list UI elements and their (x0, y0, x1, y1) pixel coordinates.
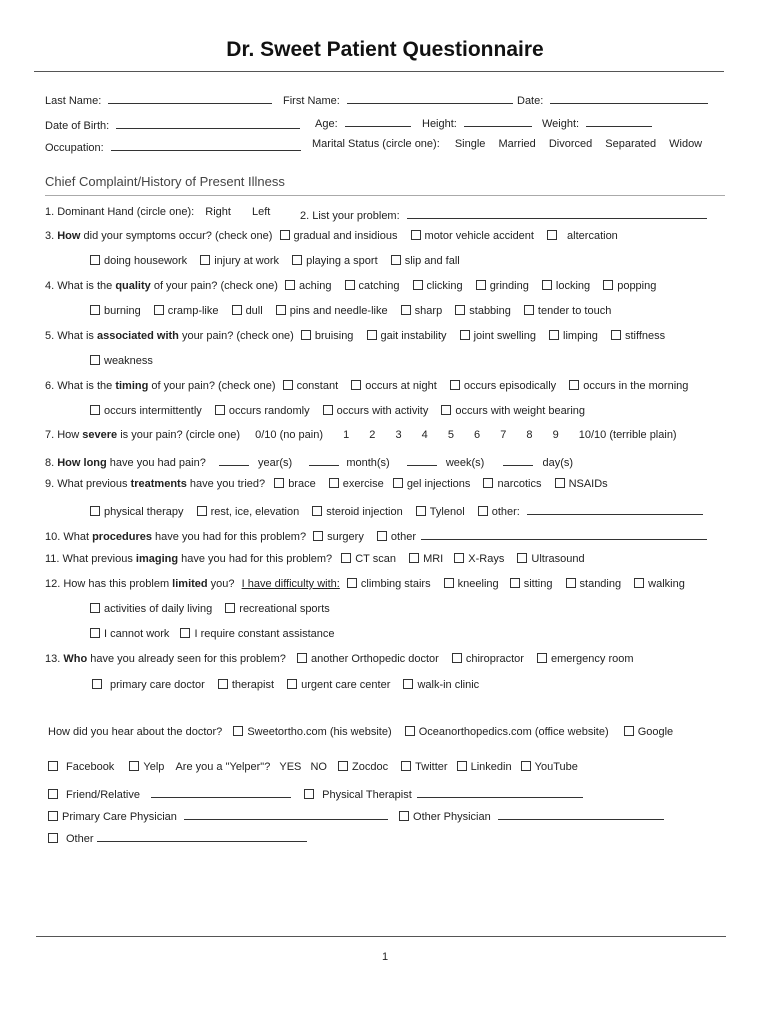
checkbox-icon[interactable] (351, 380, 361, 390)
q7-scale-6[interactable]: 6 (474, 429, 481, 441)
checkbox-icon[interactable] (225, 603, 235, 613)
checkbox-icon[interactable] (455, 305, 465, 315)
referral-opt-youtube[interactable]: YouTube (521, 761, 578, 773)
q7-scale-10[interactable]: 10/10 (terrible plain) (578, 429, 677, 441)
checkbox-icon[interactable] (345, 280, 355, 290)
q2-row (300, 207, 707, 222)
section-heading: Chief Complaint/History of Present Illness (45, 174, 285, 189)
referral-other-physician-field[interactable] (498, 808, 664, 820)
checkbox-icon[interactable] (341, 553, 351, 563)
height-field[interactable] (464, 115, 532, 127)
checkbox-icon[interactable] (90, 355, 100, 365)
q3-row2 (90, 255, 460, 267)
q13-row2 (92, 679, 479, 691)
referral-question: How did you hear about the doctor? (48, 726, 223, 738)
q7-row (45, 429, 677, 441)
q9-other-field[interactable] (527, 503, 703, 515)
q9-opt-gel[interactable]: gel injections (393, 478, 471, 490)
checkbox-icon[interactable] (624, 726, 634, 736)
q12-opt-standing[interactable]: standing (566, 578, 622, 590)
referral-opt-sweetortho[interactable]: Sweetortho.com (his website) (233, 726, 391, 738)
checkbox-icon[interactable] (297, 653, 307, 663)
referral-opt-google[interactable]: Google (624, 726, 673, 738)
q9-row1 (45, 478, 608, 490)
q4-opt-aching[interactable]: aching (285, 280, 331, 292)
checkbox-icon[interactable] (603, 280, 613, 290)
q6-row1 (45, 380, 688, 392)
checkbox-icon[interactable] (232, 305, 242, 315)
q10-other-field[interactable] (421, 528, 707, 540)
q11-opt-ct[interactable]: CT scan (341, 553, 396, 565)
q12-opt-sports[interactable]: recreational sports (225, 603, 330, 615)
q6-label: 6. What is the timing of your pain? (check one) (45, 380, 276, 392)
marital-divorced[interactable]: Divorced (548, 138, 593, 150)
q10-opt-surgery[interactable]: surgery (313, 531, 364, 543)
checkbox-icon[interactable] (377, 531, 387, 541)
q4-opt-popping[interactable]: popping (603, 280, 656, 292)
q4-opt-pins[interactable]: pins and needle-like (276, 305, 388, 317)
q5-opt-bruising[interactable]: bruising (301, 330, 354, 342)
q4-opt-locking[interactable]: locking (542, 280, 590, 292)
q1-right[interactable]: Right (205, 206, 231, 218)
referral-other-field[interactable] (97, 830, 307, 842)
q9-opt-other[interactable]: other: (478, 506, 520, 518)
q3-opt-housework[interactable]: doing housework (90, 255, 187, 267)
checkbox-icon[interactable] (401, 305, 411, 315)
checkbox-icon[interactable] (367, 330, 377, 340)
q4-opt-dull[interactable]: dull (232, 305, 263, 317)
q9-label: 9. What previous treatments have you tried? (45, 478, 266, 490)
checkbox-icon[interactable] (411, 230, 421, 240)
q8-months-label: month(s) (346, 457, 390, 469)
last-name-label: Last Name: (45, 95, 102, 107)
q4-opt-catching[interactable]: catching (345, 280, 400, 292)
q12-opt-stairs[interactable]: climbing stairs (347, 578, 431, 590)
checkbox-icon[interactable] (401, 761, 411, 771)
q9-opt-pt[interactable]: physical therapy (90, 506, 184, 518)
q12-opt-nowork[interactable]: I cannot work (90, 628, 169, 640)
q11-opt-xray[interactable]: X-Rays (454, 553, 504, 565)
checkbox-icon[interactable] (283, 380, 293, 390)
q4-row2 (90, 305, 611, 317)
q4-opt-sharp[interactable]: sharp (401, 305, 443, 317)
marital-widow[interactable]: Widow (669, 138, 703, 150)
checkbox-icon[interactable] (399, 811, 409, 821)
checkbox-icon[interactable] (452, 653, 462, 663)
checkbox-icon[interactable] (393, 478, 403, 488)
height-label: Height: (422, 118, 457, 130)
q4-opt-tender[interactable]: tender to touch (524, 305, 611, 317)
weight-label: Weight: (542, 118, 580, 130)
q3-opt-gradual[interactable]: gradual and insidious (280, 230, 398, 242)
q10-row (45, 528, 707, 543)
footer-rule (36, 936, 726, 937)
marital-separated[interactable]: Separated (605, 138, 657, 150)
q8-weeks-label: week(s) (445, 457, 485, 469)
checkbox-icon[interactable] (180, 628, 190, 638)
q5-opt-swelling[interactable]: joint swelling (460, 330, 536, 342)
checkbox-icon[interactable] (403, 679, 413, 689)
q1-row (45, 206, 270, 218)
checkbox-icon[interactable] (218, 679, 228, 689)
checkbox-icon[interactable] (450, 380, 460, 390)
checkbox-icon[interactable] (304, 789, 314, 799)
referral-yelper-no[interactable]: NO (310, 761, 327, 773)
q2-field[interactable] (407, 207, 707, 219)
checkbox-icon[interactable] (200, 255, 210, 265)
q8-days-label: day(s) (542, 457, 574, 469)
checkbox-icon[interactable] (347, 578, 357, 588)
q8-years-field[interactable] (219, 454, 249, 466)
checkbox-icon[interactable] (215, 405, 225, 415)
q13-opt-walkin[interactable]: walk-in clinic (403, 679, 479, 691)
q4-opt-grinding[interactable]: grinding (476, 280, 529, 292)
checkbox-icon[interactable] (483, 478, 493, 488)
q9-opt-nsaids[interactable]: NSAIDs (555, 478, 608, 490)
referral-opt-oceanortho[interactable]: Oceanorthopedics.com (office website) (405, 726, 609, 738)
q12-opt-walking[interactable]: walking (634, 578, 685, 590)
checkbox-icon[interactable] (301, 330, 311, 340)
q9-opt-rice[interactable]: rest, ice, elevation (197, 506, 300, 518)
marital-label: Marital Status (circle one): (312, 138, 440, 150)
checkbox-icon[interactable] (517, 553, 527, 563)
checkbox-icon[interactable] (457, 761, 467, 771)
q11-label: 11. What previous imaging have you had for this problem? (45, 553, 333, 565)
referral-pcp-field[interactable] (184, 808, 388, 820)
q6-opt-weight[interactable]: occurs with weight bearing (441, 405, 585, 417)
q10-opt-other[interactable]: other (377, 531, 416, 543)
q3-label: 3. How did your symptoms occur? (check one) (45, 230, 273, 242)
q13-label: 13. Who have you already seen for this problem? (45, 653, 286, 665)
q12-opt-sitting[interactable]: sitting (510, 578, 553, 590)
checkbox-icon[interactable] (280, 230, 290, 240)
checkbox-icon[interactable] (444, 578, 454, 588)
q8-weeks-field[interactable] (407, 454, 437, 466)
q4-opt-burning[interactable]: burning (90, 305, 141, 317)
q3-row1 (45, 230, 618, 242)
checkbox-icon[interactable] (90, 405, 100, 415)
date-field[interactable] (550, 92, 708, 104)
checkbox-icon[interactable] (48, 761, 58, 771)
marital-row (312, 138, 702, 150)
q12-row1 (45, 578, 685, 590)
checkbox-icon[interactable] (542, 280, 552, 290)
q6-opt-night[interactable]: occurs at night (351, 380, 437, 392)
q8-years-label: year(s) (257, 457, 293, 469)
q4-opt-cramp[interactable]: cramp-like (154, 305, 219, 317)
checkbox-icon[interactable] (460, 330, 470, 340)
q9-opt-exercise[interactable]: exercise (329, 478, 384, 490)
first-name-row (283, 92, 513, 107)
q8-days-field[interactable] (503, 454, 533, 466)
checkbox-icon[interactable] (154, 305, 164, 315)
referral-opt-pcp[interactable]: Primary Care Physician (48, 811, 177, 823)
referral-opt-other[interactable]: Other (48, 833, 94, 845)
last-name-field[interactable] (108, 92, 272, 104)
checkbox-icon[interactable] (569, 380, 579, 390)
referral-row4 (48, 808, 664, 823)
q9-opt-tylenol[interactable]: Tylenol (416, 506, 465, 518)
checkbox-icon[interactable] (510, 578, 520, 588)
q5-opt-gait[interactable]: gait instability (367, 330, 447, 342)
checkbox-icon[interactable] (521, 761, 531, 771)
checkbox-icon[interactable] (555, 478, 565, 488)
checkbox-icon[interactable] (405, 726, 415, 736)
checkbox-icon[interactable] (48, 833, 58, 843)
q6-opt-random[interactable]: occurs randomly (215, 405, 310, 417)
q3-opt-sport[interactable]: playing a sport (292, 255, 378, 267)
date-row (517, 92, 708, 107)
q4-row1 (45, 280, 656, 292)
checkbox-icon[interactable] (90, 255, 100, 265)
q6-opt-constant[interactable]: constant (283, 380, 339, 392)
referral-opt-twitter[interactable]: Twitter (401, 761, 447, 773)
q4-opt-clicking[interactable]: clicking (413, 280, 463, 292)
referral-opt-pt[interactable]: Physical Therapist (304, 789, 412, 801)
checkbox-icon[interactable] (197, 506, 207, 516)
q9-opt-brace[interactable]: brace (274, 478, 316, 490)
referral-friend-field[interactable] (151, 786, 291, 798)
occupation-label: Occupation: (45, 142, 104, 154)
referral-opt-other-physician[interactable]: Other Physician (399, 811, 491, 823)
checkbox-icon[interactable] (90, 603, 100, 613)
checkbox-icon[interactable] (338, 761, 348, 771)
referral-opt-facebook[interactable]: Facebook (48, 761, 114, 773)
checkbox-icon[interactable] (129, 761, 139, 771)
q7-scale-4[interactable]: 4 (421, 429, 428, 441)
q4-label: 4. What is the quality of your pain? (check one) (45, 280, 278, 292)
q2-label: 2. List your problem: (300, 210, 400, 222)
q5-label: 5. What is associated with your pain? (check one) (45, 330, 294, 342)
checkbox-icon[interactable] (92, 679, 102, 689)
q6-opt-activity[interactable]: occurs with activity (323, 405, 429, 417)
page-number: 1 (381, 951, 389, 963)
checkbox-icon[interactable] (287, 679, 297, 689)
checkbox-icon[interactable] (547, 230, 557, 240)
referral-opt-yelp[interactable]: Yelp (129, 761, 164, 773)
q7-scale-9[interactable]: 9 (552, 429, 559, 441)
q7-scale-7[interactable]: 7 (500, 429, 507, 441)
referral-pt-field[interactable] (417, 786, 583, 798)
checkbox-icon[interactable] (478, 506, 488, 516)
q7-scale-1[interactable]: 1 (343, 429, 350, 441)
referral-opt-friend[interactable]: Friend/Relative (48, 789, 140, 801)
weight-field[interactable] (586, 115, 652, 127)
q5-row1 (45, 330, 665, 342)
q7-label: 7. How severe is your pain? (circle one) (45, 429, 241, 441)
q7-scale-3[interactable]: 3 (395, 429, 402, 441)
q11-row (45, 553, 585, 565)
q7-scale-8[interactable]: 8 (526, 429, 533, 441)
checkbox-icon[interactable] (313, 531, 323, 541)
q1-label: 1. Dominant Hand (circle one): (45, 206, 195, 218)
q13-opt-ortho[interactable]: another Orthopedic doctor (297, 653, 439, 665)
dob-label: Date of Birth: (45, 120, 110, 132)
checkbox-icon[interactable] (90, 628, 100, 638)
occupation-row (45, 139, 301, 154)
referral-yelper-yes[interactable]: YES (279, 761, 302, 773)
q10-label: 10. What procedures have you had for this problem? (45, 531, 307, 543)
checkbox-icon[interactable] (454, 553, 464, 563)
q9-opt-steroid[interactable]: steroid injection (312, 506, 402, 518)
q8-months-field[interactable] (309, 454, 339, 466)
q13-opt-pcp[interactable]: primary care doctor (92, 679, 205, 691)
checkbox-icon[interactable] (329, 478, 339, 488)
checkbox-icon[interactable] (48, 811, 58, 821)
first-name-label: First Name: (283, 95, 340, 107)
q12-difficulty-label: I have difficulty with: (241, 578, 340, 590)
q8-row (45, 454, 573, 469)
q3-opt-slip[interactable]: slip and fall (391, 255, 460, 267)
q13-opt-er[interactable]: emergency room (537, 653, 634, 665)
q12-label: 12. How has this problem limited you? (45, 578, 235, 590)
section-rule (45, 195, 725, 196)
q5-opt-weakness[interactable]: weakness (90, 355, 153, 367)
checkbox-icon[interactable] (476, 280, 486, 290)
q3-opt-work[interactable]: injury at work (200, 255, 279, 267)
q7-scale-5[interactable]: 5 (447, 429, 454, 441)
q13-row1 (45, 653, 634, 665)
q9-row2 (90, 503, 703, 518)
title-rule (34, 71, 724, 72)
checkbox-icon[interactable] (323, 405, 333, 415)
q7-scale-2[interactable]: 2 (369, 429, 376, 441)
checkbox-icon[interactable] (566, 578, 576, 588)
checkbox-icon[interactable] (274, 478, 284, 488)
marital-married[interactable]: Married (498, 138, 536, 150)
checkbox-icon[interactable] (416, 506, 426, 516)
q12-row2 (90, 603, 330, 615)
q12-opt-kneeling[interactable]: kneeling (444, 578, 499, 590)
q5-row2 (90, 355, 153, 367)
dob-field[interactable] (116, 117, 300, 129)
q3-opt-altercation[interactable]: altercation (547, 230, 618, 242)
q6-opt-episodic[interactable]: occurs episodically (450, 380, 556, 392)
q5-opt-limping[interactable]: limping (549, 330, 598, 342)
checkbox-icon[interactable] (441, 405, 451, 415)
referral-row5 (48, 830, 307, 845)
checkbox-icon[interactable] (524, 305, 534, 315)
age-row (315, 115, 411, 130)
q13-opt-urgent[interactable]: urgent care center (287, 679, 390, 691)
checkbox-icon[interactable] (409, 553, 419, 563)
referral-opt-linkedin[interactable]: Linkedin (457, 761, 512, 773)
checkbox-icon[interactable] (285, 280, 295, 290)
checkbox-icon[interactable] (233, 726, 243, 736)
checkbox-icon[interactable] (537, 653, 547, 663)
page-title: Dr. Sweet Patient Questionnaire (226, 38, 544, 61)
q12-opt-adl[interactable]: activities of daily living (90, 603, 212, 615)
q4-opt-stabbing[interactable]: stabbing (455, 305, 511, 317)
q8-label: 8. How long have you had pain? (45, 457, 206, 469)
checkbox-icon[interactable] (48, 789, 58, 799)
checkbox-icon[interactable] (549, 330, 559, 340)
q13-opt-chiro[interactable]: chiropractor (452, 653, 524, 665)
checkbox-icon[interactable] (90, 305, 100, 315)
q6-opt-intermittent[interactable]: occurs intermittently (90, 405, 202, 417)
checkbox-icon[interactable] (391, 255, 401, 265)
checkbox-icon[interactable] (90, 506, 100, 516)
referral-yelper-question: Are you a "Yelper"? (175, 761, 271, 773)
referral-row3 (48, 786, 583, 801)
occupation-field[interactable] (111, 139, 301, 151)
q3-opt-mva[interactable]: motor vehicle accident (411, 230, 534, 242)
q6-opt-morning[interactable]: occurs in the morning (569, 380, 688, 392)
q11-opt-ultrasound[interactable]: Ultrasound (517, 553, 584, 565)
q13-opt-therapist[interactable]: therapist (218, 679, 274, 691)
age-field[interactable] (345, 115, 411, 127)
checkbox-icon[interactable] (611, 330, 621, 340)
referral-row2 (48, 761, 578, 773)
dob-row (45, 117, 300, 132)
q12-row3 (90, 628, 335, 640)
q12-opt-assistance[interactable]: I require constant assistance (180, 628, 334, 640)
last-name-row (45, 92, 272, 107)
checkbox-icon[interactable] (413, 280, 423, 290)
weight-row (542, 115, 652, 130)
date-label: Date: (517, 95, 544, 107)
q9-opt-narcotics[interactable]: narcotics (483, 478, 541, 490)
q6-row2 (90, 405, 585, 417)
age-label: Age: (315, 118, 338, 130)
q5-opt-stiffness[interactable]: stiffness (611, 330, 665, 342)
referral-row1 (48, 726, 673, 738)
checkbox-icon[interactable] (276, 305, 286, 315)
first-name-field[interactable] (347, 92, 513, 104)
q1-left[interactable]: Left (252, 206, 271, 218)
q11-opt-mri[interactable]: MRI (409, 553, 443, 565)
referral-opt-zocdoc[interactable]: Zocdoc (338, 761, 388, 773)
checkbox-icon[interactable] (292, 255, 302, 265)
height-row (422, 115, 532, 130)
checkbox-icon[interactable] (634, 578, 644, 588)
q7-scale-0[interactable]: 0/10 (no pain) (255, 429, 324, 441)
checkbox-icon[interactable] (312, 506, 322, 516)
marital-single[interactable]: Single (454, 138, 486, 150)
